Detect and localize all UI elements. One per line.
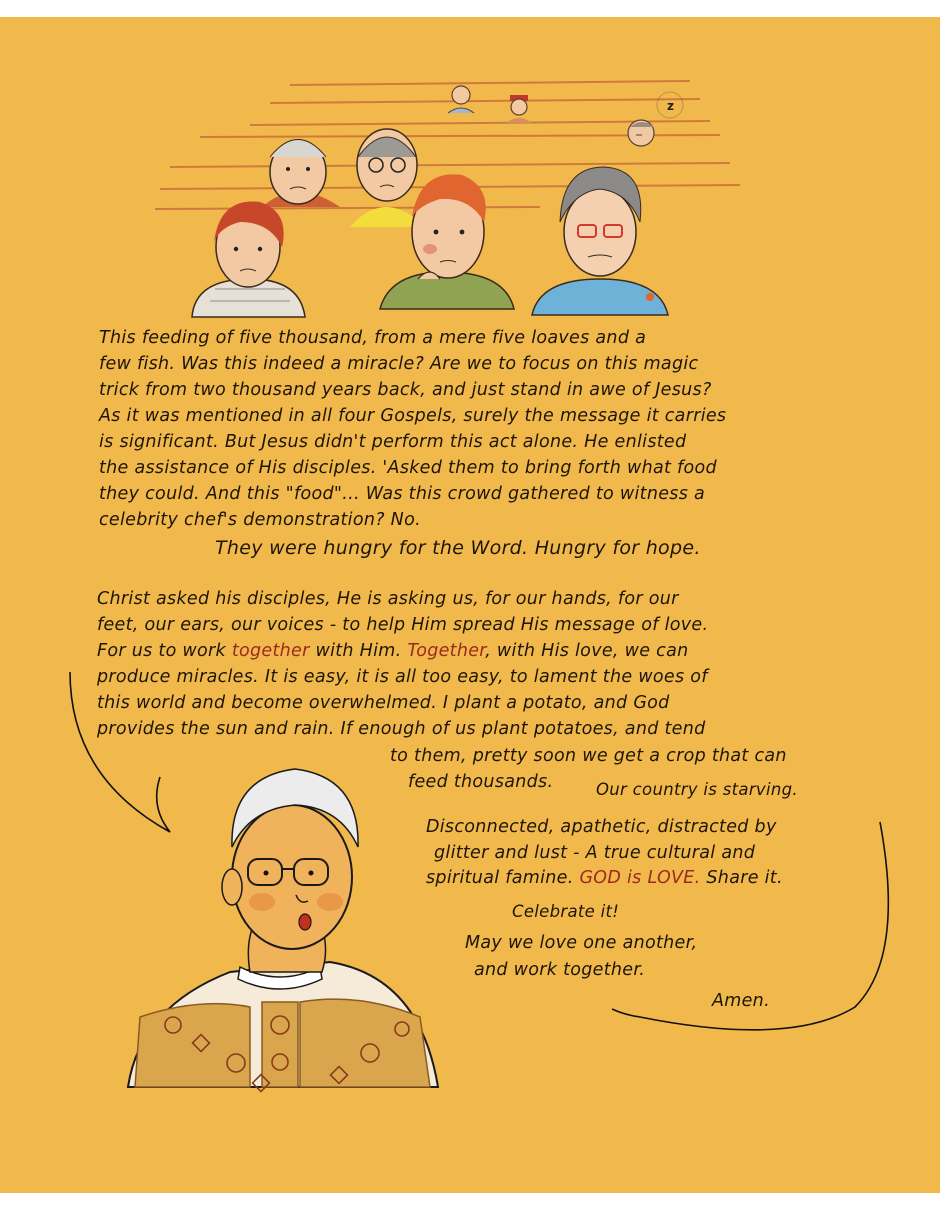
sermon-line: this world and become overwhelmed. I plant a potato, and God: [97, 693, 670, 713]
sermon-line: Disconnected, apathetic, distracted by: [426, 817, 777, 837]
sermon-line: May we love one another,: [465, 933, 698, 953]
highlight-together-2: Together: [407, 641, 486, 661]
sermon-line: provides the sun and rain. If enough of us plant potatoes, and tend: [97, 719, 706, 739]
sermon-line: and work together.: [474, 960, 646, 980]
sermon-line: to them, pretty soon we get a crop that can: [390, 746, 787, 766]
comic-page: [0, 17, 940, 1193]
sermon-line: they could. And this "food"... Was this crowd gathered to witness a: [99, 484, 705, 504]
sermon-line: Christ asked his disciples, He is asking us, for our hands, for our: [97, 589, 679, 609]
sermon-line: produce miracles. It is easy, it is all too easy, to lament the woes of: [97, 667, 708, 687]
priest-vestment: [128, 962, 438, 1091]
sermon-line: few fish. Was this indeed a miracle? Are we to focus on this magic: [99, 354, 699, 374]
sermon-line: trick from two thousand years back, and just stand in awe of Jesus?: [99, 380, 712, 400]
snore-z: z: [667, 99, 674, 113]
sermon-line: Celebrate it!: [512, 902, 620, 921]
priest-illustration: [0, 17, 940, 1193]
sermon-text: with Him.: [309, 641, 408, 661]
sermon-line: the assistance of His disciples. 'Asked them to bring forth what food: [99, 458, 717, 478]
sermon-line: feed thousands.: [408, 772, 554, 792]
highlight-god-is-love: GOD is LOVE.: [579, 868, 701, 888]
sermon-text: Share it.: [700, 868, 783, 888]
sermon-line: glitter and lust - A true cultural and: [434, 843, 756, 863]
sermon-text: spiritual famine.: [426, 868, 580, 888]
sermon-line: is significant. But Jesus didn't perform this act alone. He enlisted: [99, 432, 687, 452]
highlight-together: together: [231, 641, 310, 661]
sermon-line: Our country is starving.: [596, 780, 798, 799]
amen-text: Amen.: [712, 991, 770, 1011]
sermon-text: For us to work: [97, 641, 232, 661]
sermon-line: As it was mentioned in all four Gospels, surely the message it carries: [99, 406, 727, 426]
sermon-line: feet, our ears, our voices - to help Him spread His message of love.: [97, 615, 709, 635]
priest-head: [222, 769, 358, 972]
sermon-text: , with His love, we can: [485, 641, 689, 661]
sermon-emphasis-line: They were hungry for the Word. Hungry for hope.: [215, 537, 701, 559]
sermon-line: This feeding of five thousand, from a mere five loaves and a: [99, 328, 647, 348]
sermon-line: celebrity chef's demonstration? No.: [99, 510, 421, 530]
